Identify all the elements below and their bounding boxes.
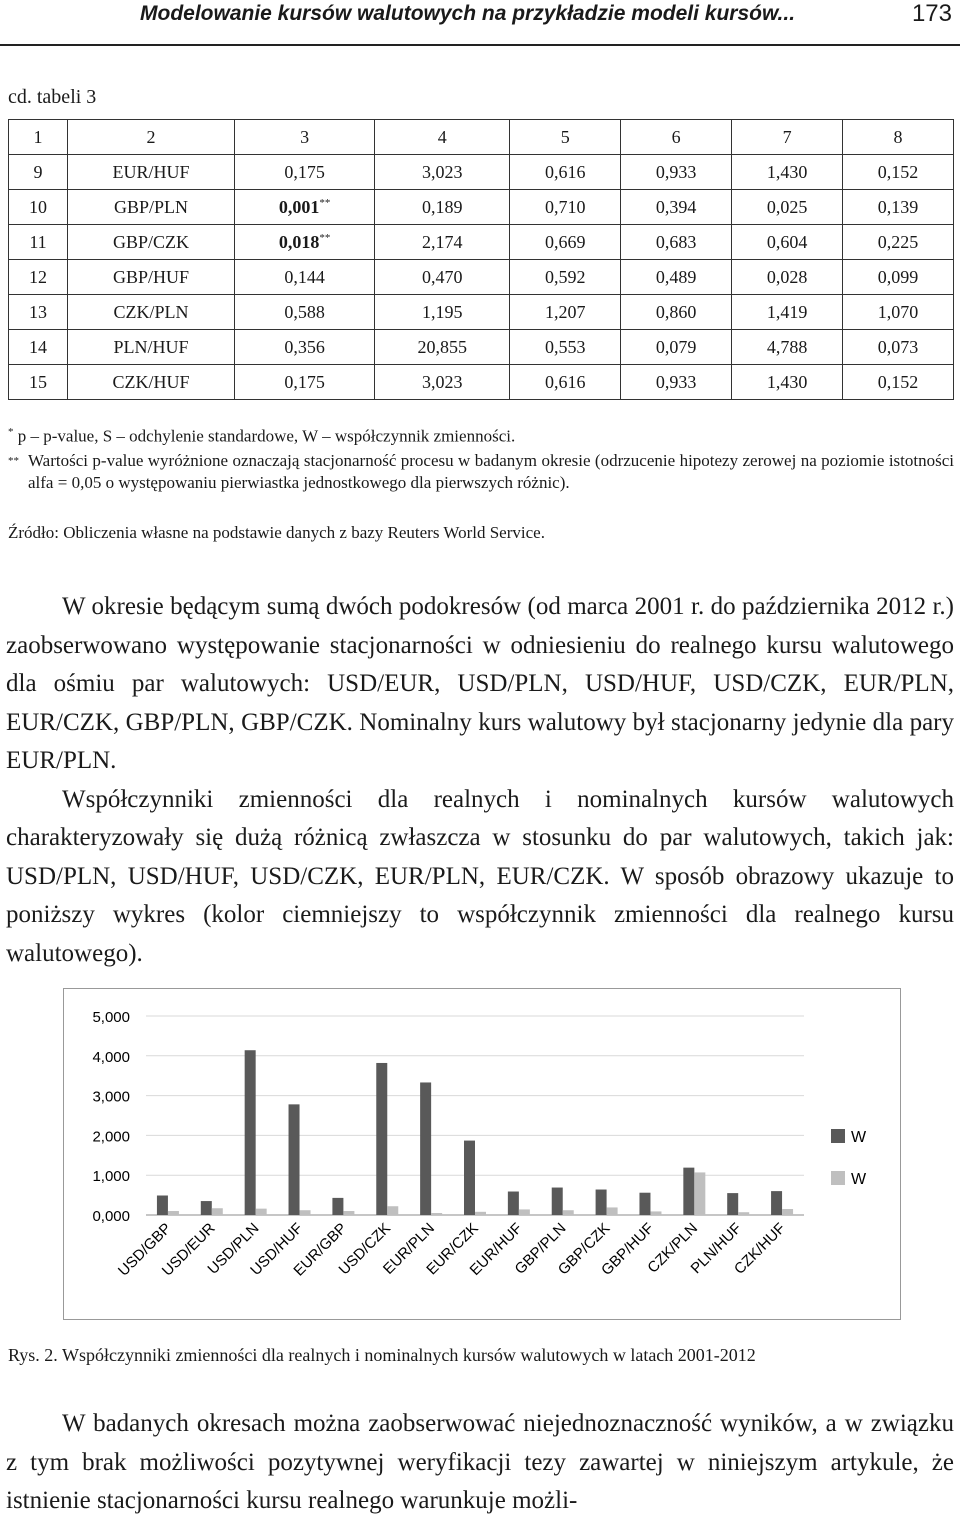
bar-nominal [694, 1172, 705, 1215]
header-cell: 2 [68, 120, 235, 155]
cell-value: 0,710 [544, 196, 586, 217]
bar-nominal [168, 1211, 179, 1215]
figure-caption: Rys. 2. Współczynniki zmienności dla realnych i nominalnych kursów walutowych w latach 2001-2012 [8, 1345, 756, 1365]
data-table [8, 119, 954, 400]
table-cell [510, 295, 621, 330]
table-cell [375, 365, 510, 400]
cell-value: 1,195 [422, 301, 463, 322]
page-header [0, 0, 960, 46]
cell-value: 0,470 [422, 266, 463, 287]
table-continuation-label: cd. tabeli 3 [8, 86, 97, 108]
bar-nominal [475, 1212, 486, 1215]
bar-chart [63, 988, 901, 1320]
header-cell: 5 [510, 120, 621, 155]
body-text-2 [6, 1405, 954, 1521]
cell-value: 0,025 [766, 196, 808, 217]
table-row [9, 225, 954, 260]
table-cell [9, 295, 68, 330]
cell-value: EUR/HUF [112, 161, 190, 182]
cell-value: 0,394 [655, 196, 697, 217]
bar-nominal [431, 1213, 442, 1215]
cell-value: 0,489 [655, 266, 697, 287]
cell-value: 0,152 [877, 371, 919, 392]
cell-value: 0,175 [284, 161, 325, 182]
x-tick-label: EUR/CZK [423, 1219, 482, 1279]
table-cell [375, 155, 510, 190]
header-cell: 7 [732, 120, 843, 155]
cell-value: 0,604 [766, 231, 808, 252]
bar-nominal [607, 1207, 618, 1215]
table-cell [510, 190, 621, 225]
x-tick-label: USD/HUF [247, 1219, 307, 1279]
table-cell [235, 365, 375, 400]
x-tick-label: EUR/GBP [290, 1219, 351, 1280]
legend-swatch [831, 1129, 845, 1143]
cell-value: 0,933 [655, 161, 697, 182]
table-cell [9, 225, 68, 260]
cell-value: 0,356 [284, 336, 325, 357]
footnote-1 [8, 421, 954, 448]
cell-value: GBP/PLN [113, 196, 189, 217]
cell-value: 0,933 [655, 371, 697, 392]
table-row [9, 330, 954, 365]
bar-nominal [343, 1211, 354, 1215]
legend-label: W [851, 1171, 867, 1188]
table-cell [68, 330, 235, 365]
y-tick-label: 2,000 [92, 1128, 130, 1146]
bar-nominal [738, 1212, 749, 1215]
legend-label: W [851, 1129, 867, 1146]
x-tick-label: GBP/CZK [554, 1219, 614, 1279]
table-cell [621, 365, 732, 400]
footnote-2 [8, 450, 954, 494]
bar-real [201, 1201, 212, 1215]
bar-nominal [387, 1206, 398, 1215]
cell-value: 0,144 [284, 266, 325, 287]
bar-nominal [782, 1209, 793, 1215]
header-cell: 8 [843, 120, 954, 155]
x-tick-label: GBP/HUF [598, 1219, 658, 1279]
cell-value: 9 [33, 161, 43, 182]
legend-swatch [831, 1171, 845, 1185]
table-cell [843, 260, 954, 295]
cell-value: 0,175 [284, 371, 325, 392]
table-cell [732, 225, 843, 260]
y-tick-label: 1,000 [92, 1168, 130, 1186]
cell-value: 3,023 [422, 371, 463, 392]
table-cell [621, 260, 732, 295]
cell-value: PLN/HUF [113, 336, 189, 357]
footnote-1-text: p – p-value, S – odchylenie standardowe, W – współczynnik zmienności. [13, 426, 516, 446]
bar-real [596, 1190, 607, 1215]
cell-value: GBP/HUF [112, 266, 190, 287]
bar-nominal [300, 1210, 311, 1215]
cell-value: 0,099 [877, 266, 919, 287]
bar-nominal [519, 1209, 530, 1215]
table-cell [235, 295, 375, 330]
table-cell [843, 330, 954, 365]
bar-real [464, 1141, 475, 1215]
table-cell [375, 295, 510, 330]
cell-value: 1,430 [766, 371, 808, 392]
table-cell [732, 365, 843, 400]
table-cell [68, 365, 235, 400]
table-cell [510, 260, 621, 295]
table-cell [732, 260, 843, 295]
bar-real [376, 1063, 387, 1215]
table-cell [68, 295, 235, 330]
bar-nominal [563, 1210, 574, 1215]
y-tick-label: 4,000 [92, 1048, 130, 1066]
cell-value: 13 [29, 301, 47, 322]
cell-value: 3,023 [422, 161, 463, 182]
cell-value: 0,073 [877, 336, 919, 357]
table-cell [235, 190, 375, 225]
bar-real [289, 1104, 300, 1215]
cell-value: 4,788 [766, 336, 808, 357]
table-cell [621, 190, 732, 225]
bar-real [771, 1191, 782, 1215]
table-cell [235, 225, 375, 260]
cell-value: 0,588 [284, 301, 325, 322]
cell-value: 1,207 [544, 301, 586, 322]
table-cell [843, 225, 954, 260]
cell-value: 1,430 [766, 161, 808, 182]
x-tick-label: CZK/PLN [644, 1219, 702, 1277]
table-cell [510, 330, 621, 365]
chart-svg [64, 989, 900, 1319]
cell-value: 0,592 [544, 266, 586, 287]
paragraph: Współczynniki zmienności dla realnych i nominalnych kursów walutowych charakteryzowały się dużą różnicą zwłaszcza w stosunku do par walutowych, takich jak: USD/PLN, USD/HUF, USD/CZK, EUR/PLN, EUR/CZK. W sposób obrazowy ukazuje to poniższy wykres (kolor ciemniejszy to współczynnik zmienności dla realnego kursu walutowego). [6, 785, 954, 967]
bar-real [727, 1193, 738, 1215]
bar-real [245, 1050, 256, 1215]
table-row [9, 295, 954, 330]
significance-mark: ** [319, 196, 331, 209]
header-cell: 3 [235, 120, 375, 155]
header-cell: 4 [375, 120, 510, 155]
table-cell [375, 225, 510, 260]
cell-value: 0,001 [278, 196, 320, 217]
bar-nominal [650, 1211, 661, 1215]
table-cell [843, 295, 954, 330]
table-cell [732, 295, 843, 330]
table-cell [732, 190, 843, 225]
table-row [9, 260, 954, 295]
table-cell [9, 365, 68, 400]
footnote-1-mark: * [8, 426, 14, 438]
table-cell [235, 330, 375, 365]
cell-value: 11 [29, 231, 47, 252]
cell-value: CZK/PLN [113, 301, 189, 322]
table-cell [510, 155, 621, 190]
table-cell [621, 155, 732, 190]
table-source: Źródło: Obliczenia własne na podstawie danych z bazy Reuters World Service. [8, 523, 545, 542]
x-tick-label: GBP/PLN [511, 1219, 570, 1278]
page-number: 173 [911, 0, 952, 27]
table-cell [732, 330, 843, 365]
table-cell [375, 330, 510, 365]
table-footnotes [8, 421, 954, 494]
table-cell [843, 155, 954, 190]
cell-value: 12 [29, 266, 47, 287]
x-tick-label: USD/CZK [335, 1219, 395, 1279]
bar-real [508, 1192, 519, 1215]
table-cell [235, 155, 375, 190]
table-cell [68, 155, 235, 190]
cell-value: 0,079 [655, 336, 697, 357]
cell-value: 0,225 [877, 231, 919, 252]
cell-value: 0,139 [877, 196, 919, 217]
table-cell [621, 225, 732, 260]
cell-value: 0,616 [544, 161, 586, 182]
cell-value: 0,028 [766, 266, 808, 287]
cell-value: 15 [29, 371, 47, 392]
cell-value: CZK/HUF [112, 371, 190, 392]
running-title: Modelowanie kursów walutowych na przykładzie modeli kursów... [140, 2, 796, 25]
table-row [9, 190, 954, 225]
cell-value: 0,616 [544, 371, 586, 392]
cell-value: 10 [29, 196, 47, 217]
paragraph: W badanych okresach można zaobserwować niejednoznaczność wyników, a w związku z tym brak możliwości pozytywnej weryfikacji tezy zawartej w niniejszym artykule, że istnienie stacjonarności kursu realnego warunkuje możli- [6, 1410, 954, 1514]
cell-value: GBP/CZK [112, 231, 190, 252]
footnote-2-text: Wartości p-value wyróżnione oznaczają stacjonarność procesu w badanym okresie (odrzucenie hipotezy zerowej na poziomie istotności alfa = 0,05 o występowaniu pierwiastka jednostkowego dla pierwszych różnic). [28, 450, 954, 492]
bar-real [332, 1198, 343, 1215]
table-cell [375, 260, 510, 295]
cell-value: 0,553 [544, 336, 586, 357]
table-row [9, 155, 954, 190]
x-tick-label: USD/EUR [158, 1219, 219, 1280]
y-tick-label: 0,000 [92, 1208, 130, 1225]
table-cell [9, 330, 68, 365]
bar-real [157, 1195, 168, 1215]
table-body [9, 155, 954, 400]
y-tick-label: 5,000 [92, 1009, 130, 1026]
footnote-2-mark: ** [8, 454, 19, 467]
cell-value: 1,070 [877, 301, 919, 322]
table-cell [621, 330, 732, 365]
bar-real [639, 1193, 650, 1215]
table-row [9, 365, 954, 400]
x-tick-label: PLN/HUF [687, 1219, 746, 1278]
x-tick-label: CZK/HUF [730, 1219, 789, 1278]
cell-value: 1,419 [766, 301, 808, 322]
cell-value: 14 [29, 336, 47, 357]
table-cell [510, 225, 621, 260]
cell-value: 0,683 [655, 231, 697, 252]
table-cell [510, 365, 621, 400]
cell-value: 0,669 [544, 231, 586, 252]
cell-value: 0,189 [422, 196, 463, 217]
header-cell: 6 [621, 120, 732, 155]
bar-nominal [256, 1209, 267, 1215]
x-tick-label: EUR/HUF [466, 1219, 526, 1279]
cell-value: 0,152 [877, 161, 919, 182]
table-cell [68, 225, 235, 260]
bar-real [683, 1168, 694, 1215]
table-cell [375, 190, 510, 225]
x-tick-label: USD/GBP [115, 1219, 175, 1280]
table-cell [9, 260, 68, 295]
table-header-row [9, 120, 954, 155]
cell-value: 0,860 [655, 301, 697, 322]
x-tick-label: USD/PLN [204, 1219, 263, 1278]
table-cell [235, 260, 375, 295]
cell-value: 0,018 [278, 231, 320, 252]
bar-real [552, 1188, 563, 1215]
table-cell [843, 190, 954, 225]
body-text [6, 588, 954, 973]
header-cell: 1 [9, 120, 68, 155]
cell-value: 2,174 [422, 231, 463, 252]
table-cell [843, 365, 954, 400]
cell-value: 20,855 [417, 336, 468, 357]
table-cell [9, 190, 68, 225]
y-tick-label: 3,000 [92, 1088, 130, 1106]
table-cell [68, 260, 235, 295]
table-cell [732, 155, 843, 190]
table-cell [68, 190, 235, 225]
x-tick-label: EUR/PLN [379, 1219, 438, 1278]
table-cell [9, 155, 68, 190]
table-cell [621, 295, 732, 330]
significance-mark: ** [319, 231, 331, 244]
bar-nominal [212, 1208, 223, 1215]
bar-real [420, 1082, 431, 1215]
paragraph: W okresie będącym sumą dwóch podokresów (od marca 2001 r. do października 2012 r.) zaobserwowano występowanie stacjonarności w odniesieniu do realnego kursu walutowego dla ośmiu par walutowych: USD/EUR, USD/PLN, USD/HUF, USD/CZK, EUR/PLN, EUR/CZK, GBP/PLN, GBP/CZK. Nominalny kurs walutowy był stacjonarny jedynie dla pary EUR/PLN. [6, 593, 954, 774]
